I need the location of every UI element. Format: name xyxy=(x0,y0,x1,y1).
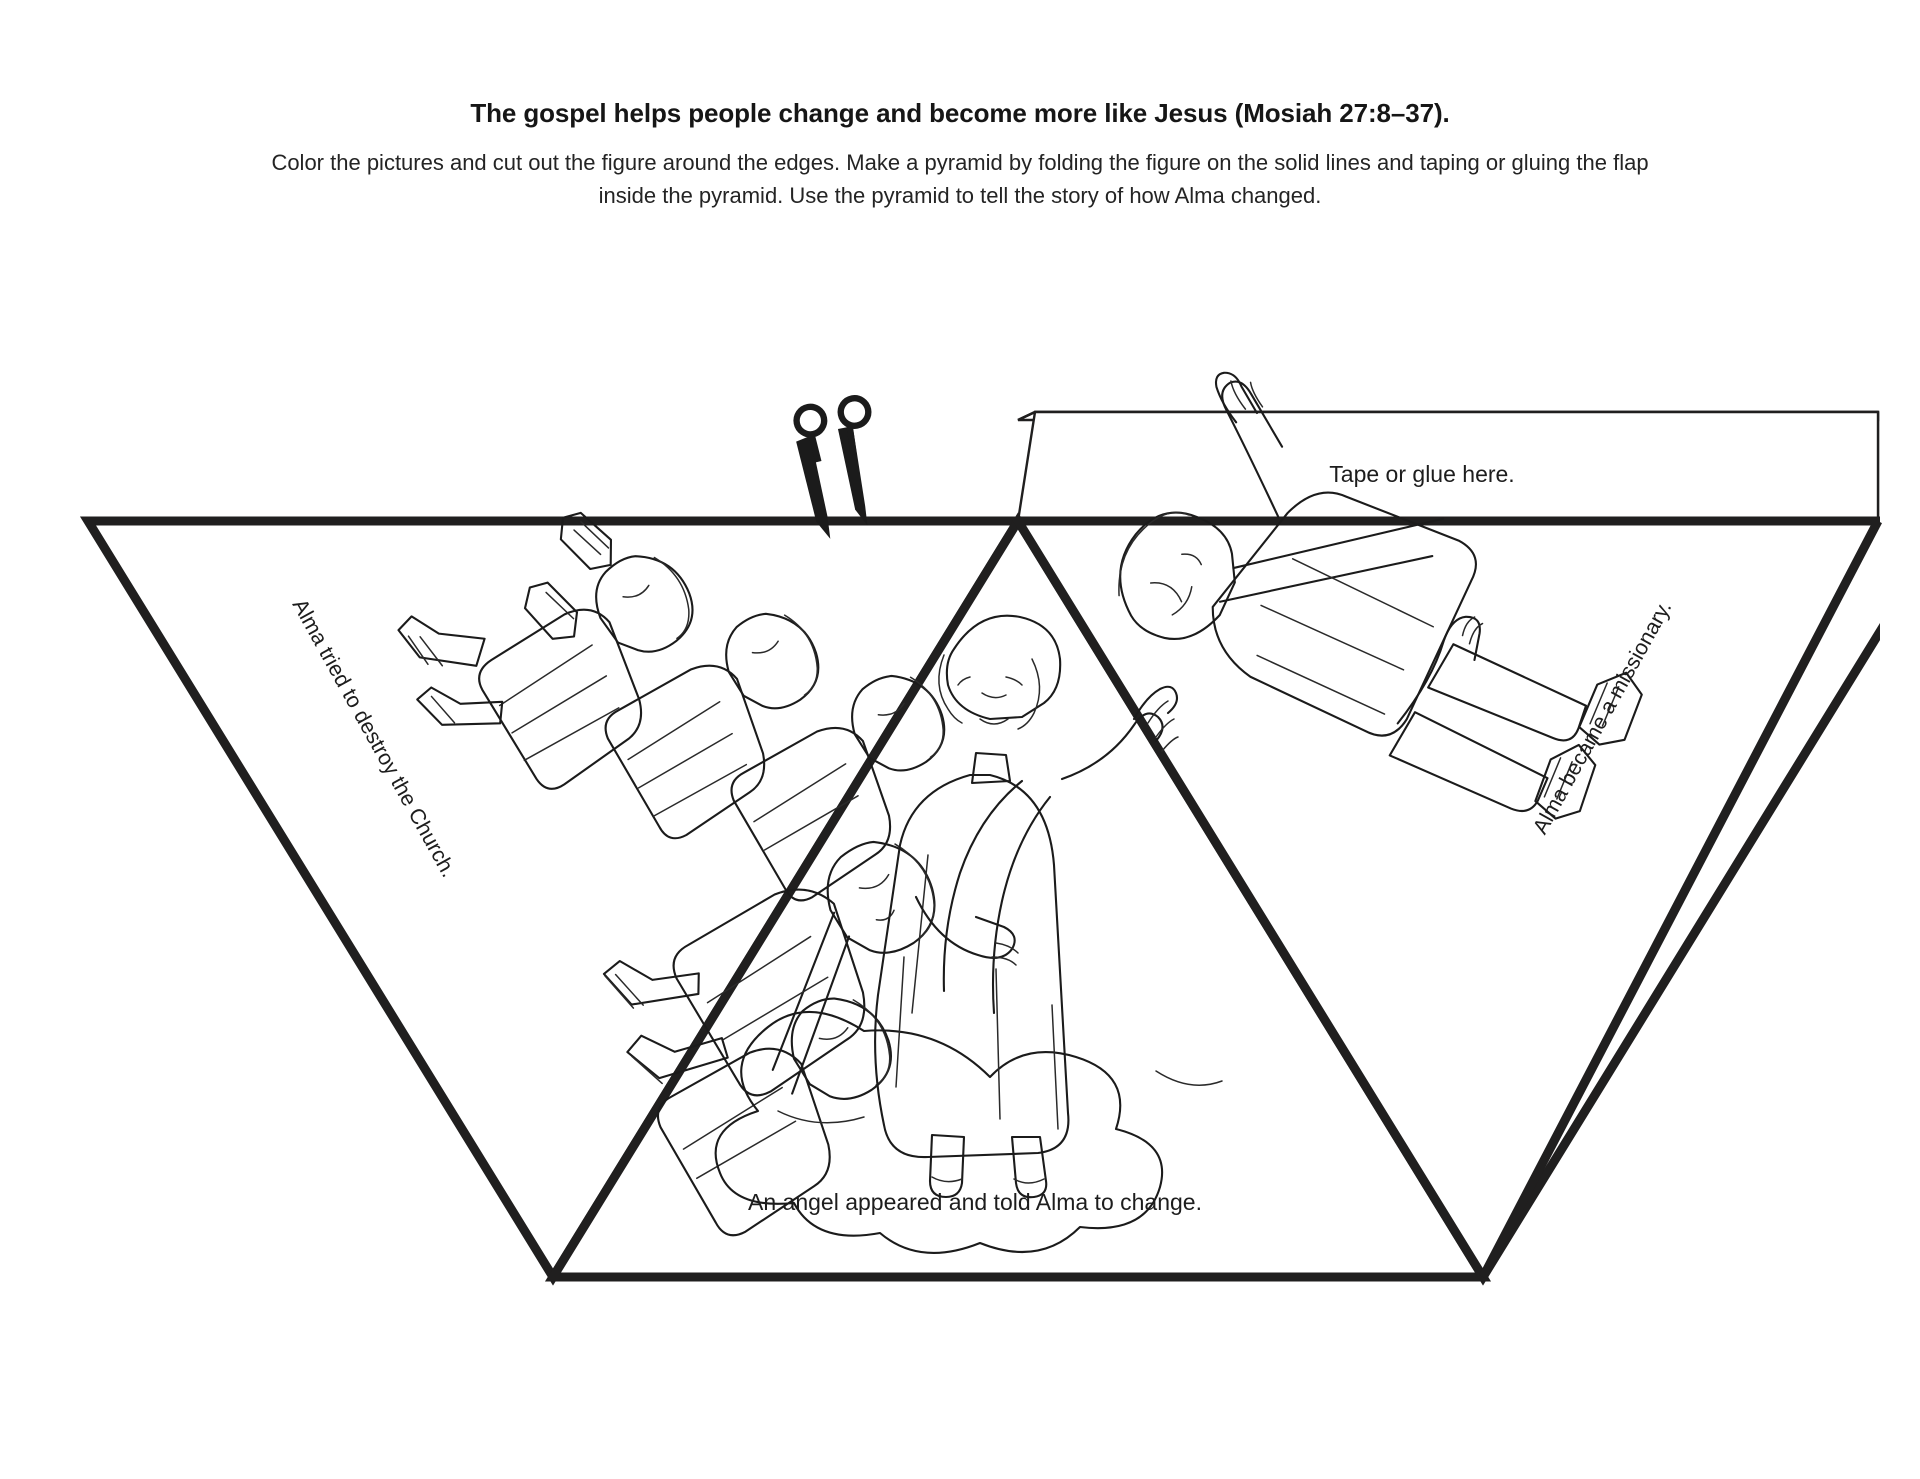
instructions-line-1: Color the pictures and cut out the figure around the edges. Make a pyramid by folding the figure on the solid lines and xyxy=(271,150,1414,175)
caption-panel-center: An angel appeared and told Alma to change. xyxy=(748,1189,1202,1215)
caption-panel-left: Alma tried to destroy the Church. xyxy=(287,594,461,882)
caption-panel-right: Alma became a missionary. xyxy=(1528,596,1677,838)
page-title: The gospel helps people change and become more like Jesus (Mosiah 27:8–37). xyxy=(470,98,1450,128)
instructions-line-2: taping or gluing the flap inside the pyramid. Use the pyramid to tell the story of how Alma changed. xyxy=(598,150,1649,208)
page-right-mask xyxy=(1880,400,1920,1300)
glue-flap-label: Tape or glue here. xyxy=(1329,461,1515,487)
